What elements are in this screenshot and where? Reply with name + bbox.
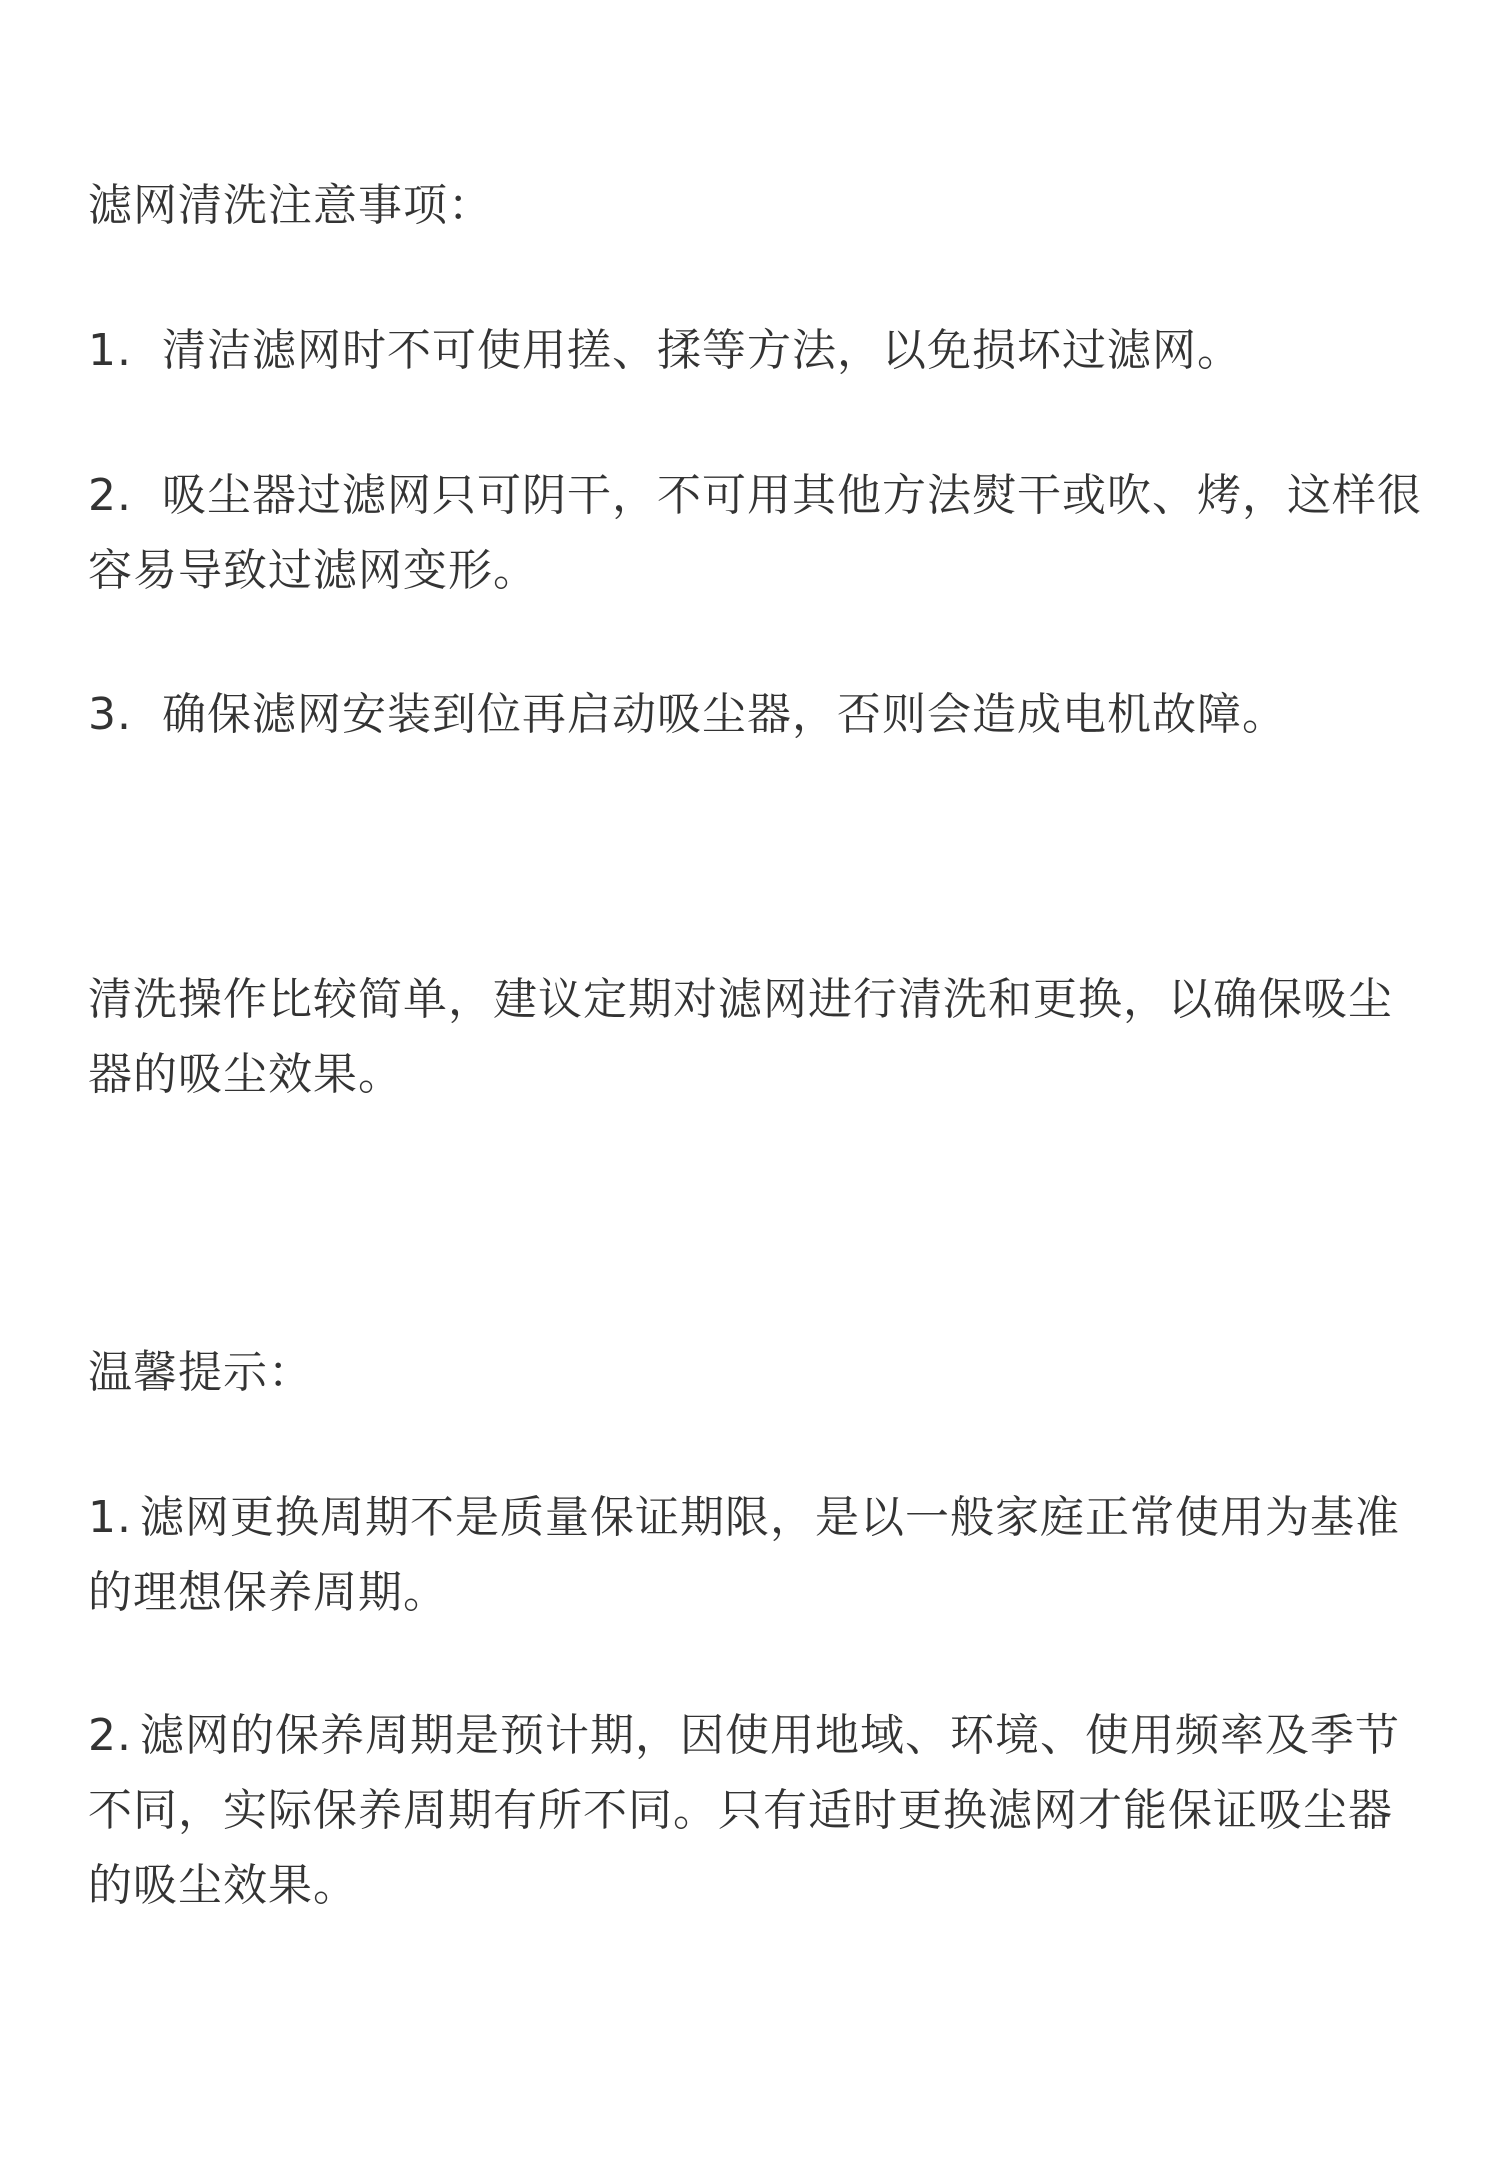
precaution-item-1-number: 1. [88,325,132,376]
precaution-item-3-number: 3. [88,689,132,740]
tip-item-1-text: 滤网更换周期不是质量保证期限，是以一般家庭正常使用为基准的理想保养周期。 [88,1492,1400,1618]
tips-heading: 温馨提示： [88,1347,313,1398]
precaution-item-2-number: 2. [88,470,132,521]
precautions-heading: 滤网清洗注意事项： [88,180,493,231]
precaution-item-3-text: 确保滤网安装到位再启动吸尘器，否则会造成电机故障。 [161,689,1287,740]
tip-item-2 [88,1698,1428,1923]
precaution-item-1 [88,313,1428,388]
tip-item-1 [88,1480,1428,1630]
tip-item-2-number: 2. [88,1710,132,1761]
precaution-item-3 [88,677,1428,752]
precaution-item-2 [88,458,1428,608]
tip-item-2-text: 滤网的保养周期是预计期，因使用地域、环境、使用频率及季节不同，实际保养周期有所不同。只有适时更换滤网才能保证吸尘器的吸尘效果。 [88,1710,1400,1911]
precaution-item-2-text: 吸尘器过滤网只可阴干，不可用其他方法熨干或吹、烤，这样很容易导致过滤网变形。 [88,470,1422,596]
precaution-item-1-text: 清洁滤网时不可使用搓、揉等方法，以免损坏过滤网。 [161,325,1242,376]
tip-item-1-number: 1. [88,1492,132,1543]
summary-paragraph: 清洗操作比较简单，建议定期对滤网进行清洗和更换，以确保吸尘器的吸尘效果。 [88,974,1393,1100]
